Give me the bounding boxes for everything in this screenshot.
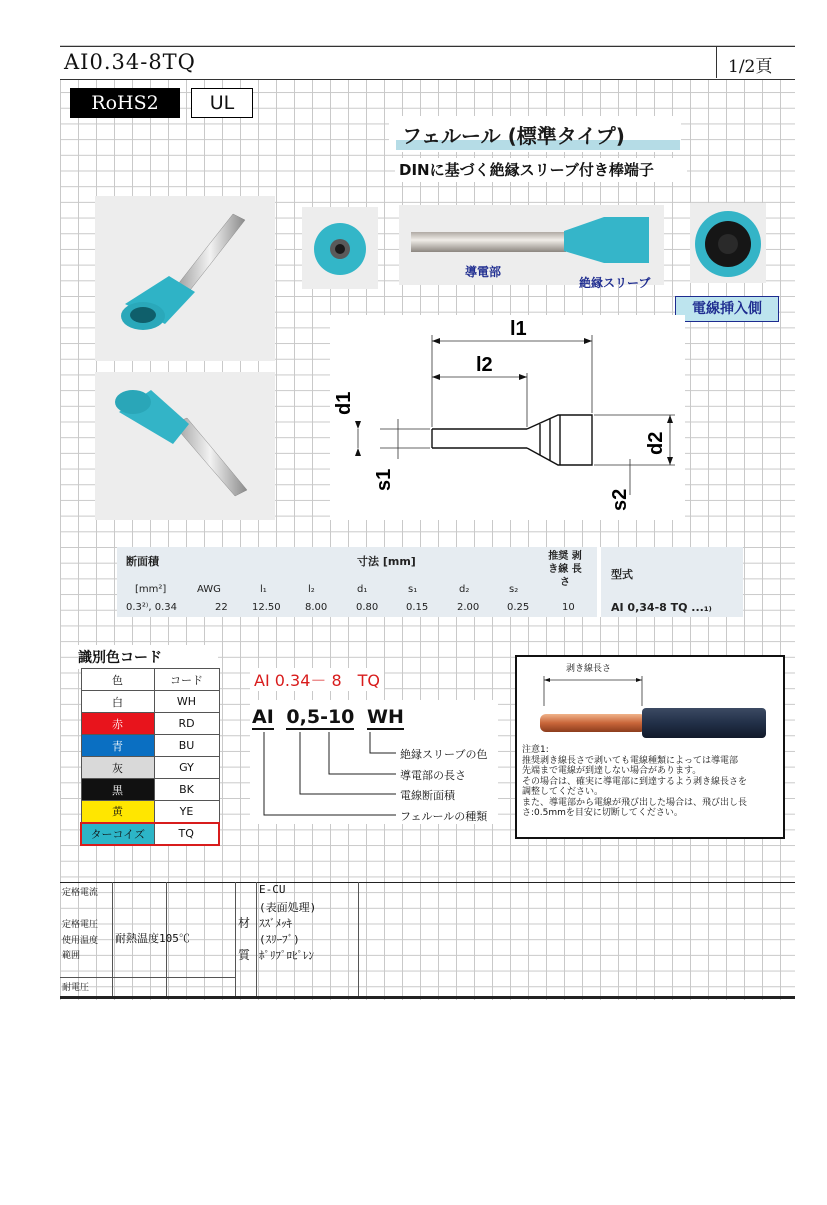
strip-note-line-5: また、導電部から電線が飛び出した場合は、飛び出し長 <box>522 797 748 808</box>
color-code-title: 識別色コード <box>78 645 218 669</box>
dim-d1-label: d1 <box>333 391 355 415</box>
strip-note-line-6: さ:0.5mmを目安に切断してください。 <box>522 808 683 818</box>
property-col-line-1 <box>112 882 113 996</box>
spec-d1-header: d₁ <box>357 584 368 595</box>
wire-insertion-side-label: 電線挿入側 <box>675 296 779 322</box>
spec-header-model: 型式 <box>611 568 633 581</box>
spec-model-value: AI 0,34-8 TQ ...₁₎ <box>611 601 712 614</box>
photo-ferrule-horizontal <box>399 205 664 285</box>
spec-l1-header: l₁ <box>260 584 267 595</box>
property-col-line-3 <box>235 882 236 996</box>
color-code-black: BK <box>154 779 219 801</box>
color-name-yellow: 黄 <box>81 801 154 823</box>
page-title: フェルール (標準タイプ) <box>402 124 625 148</box>
property-row-line <box>60 977 236 978</box>
label-sleeve: 絶縁スリーブ <box>579 276 651 290</box>
spec-header-cross-section: 断面積 <box>126 555 159 568</box>
dim-s2-label: s2 <box>609 488 631 511</box>
photo-ferrule-side-up <box>95 196 275 361</box>
color-code-white: WH <box>154 691 219 713</box>
naming-legend-section: 電線断面積 <box>400 789 455 802</box>
rohs-badge: RoHS2 <box>70 88 180 118</box>
spec-l1-value: 12.50 <box>252 602 281 613</box>
spec-awg-header: AWG <box>197 584 221 595</box>
spec-l2-header: l₂ <box>308 584 315 595</box>
strip-note-title: 注意1: <box>522 745 549 755</box>
photo-ferrule-front <box>302 207 378 289</box>
color-name-gray: 灰 <box>81 757 154 779</box>
spec-d2-value: 2.00 <box>457 602 480 613</box>
spec-d2-header: d₂ <box>459 584 470 595</box>
material-line-2: (表面処理) <box>259 901 317 914</box>
model-code-red: AI 0.34－ 8 TQ <box>250 668 384 691</box>
naming-part-length: -10 <box>320 706 355 728</box>
color-code-table <box>80 668 220 846</box>
spec-l2-value: 8.00 <box>305 602 328 613</box>
spec-header-strip-length: 推奨 剥き線 長さ <box>548 551 582 588</box>
color-col-header: 色 <box>81 669 154 691</box>
header-divider <box>716 46 717 78</box>
label-temp: 使用温度 <box>62 936 99 946</box>
naming-legend-length: 導電部の長さ <box>400 769 466 782</box>
label-conductor: 導電部 <box>465 265 502 279</box>
color-code-red: RD <box>154 713 219 735</box>
naming-part-type: AI <box>252 706 274 728</box>
spec-header-dimensions: 寸法 [mm] <box>357 555 416 568</box>
color-code-gray: GY <box>154 757 219 779</box>
spec-s1-header: s₁ <box>408 584 418 595</box>
strip-note <box>522 745 778 819</box>
property-col-line-5 <box>358 882 359 996</box>
spec-s2-header: s₂ <box>509 584 519 595</box>
property-table-bottom-rule <box>60 996 795 998</box>
material-line-1: E-CU <box>259 883 286 896</box>
material-line-5: ﾎﾟﾘﾌﾟﾛﾋﾟﾚﾝ <box>259 949 314 962</box>
spreadsheet-grid <box>60 45 795 1000</box>
property-col-line-4 <box>256 882 257 996</box>
spec-unit: [mm²] <box>135 584 167 595</box>
photo-ferrule-side-down <box>95 372 275 520</box>
color-name-black: 黒 <box>81 779 154 801</box>
dimension-diagram <box>330 315 685 520</box>
stripped-wire-image <box>530 672 770 744</box>
strip-note-line-1: 推奨剥き線長さで剥いても電線種類によっては導電部 <box>522 755 739 766</box>
spec-cross-section-value: 0.3²⁾, 0.34 <box>126 602 177 613</box>
code-col-header: コード <box>154 669 219 691</box>
color-code-blue: BU <box>154 735 219 757</box>
strip-note-line-4: 調整してください。 <box>522 787 604 797</box>
dim-l2-label: l2 <box>476 354 493 376</box>
material-label-1: 材 <box>238 916 251 930</box>
color-code-turquoise: TQ <box>154 823 219 845</box>
spec-s2-value: 0.25 <box>507 602 530 613</box>
material-line-3: ｽｽﾞﾒｯｷ <box>259 917 292 930</box>
label-rated-current: 定格電流 <box>62 888 99 898</box>
label-rated-voltage: 定格電圧 <box>62 920 99 930</box>
page-number: 1/2頁 <box>728 57 773 77</box>
color-name-turquoise: ターコイズ <box>81 823 154 845</box>
strip-length-label: 剥き線長さ <box>566 664 612 674</box>
strip-note-line-2: 先端まで電線が到達しない場合があります。 <box>522 766 702 776</box>
page-subtitle: DINに基づく絶縁スリーブ付き棒端子 <box>395 158 687 182</box>
naming-leader-lines <box>250 730 400 820</box>
spec-s1-value: 0.15 <box>406 602 429 613</box>
spec-awg-value: 22 <box>215 602 228 613</box>
color-code-yellow: YE <box>154 801 219 823</box>
naming-legend-color: 絶縁スリーブの色 <box>400 748 488 761</box>
dim-d2-label: d2 <box>645 431 667 455</box>
naming-part-section: 0,5 <box>286 706 321 728</box>
spec-strip-value: 10 <box>562 602 575 613</box>
dim-s1-label: s1 <box>373 468 395 491</box>
color-name-blue: 青 <box>81 735 154 757</box>
color-name-white: 白 <box>81 691 154 713</box>
spec-d1-value: 0.80 <box>356 602 379 613</box>
naming-part-color: WH <box>367 706 404 728</box>
naming-legend-type: フェルールの種類 <box>400 810 488 823</box>
color-name-red: 赤 <box>81 713 154 735</box>
label-range: 範囲 <box>62 951 81 961</box>
photo-ferrule-back <box>690 203 766 283</box>
naming-example <box>252 706 404 728</box>
material-line-4: (ｽﾘｰﾌﾞ) <box>259 933 300 946</box>
spec-table-divider <box>597 547 601 617</box>
part-number: AI0.34-8TQ <box>64 50 196 74</box>
ul-badge: UL <box>191 88 253 118</box>
material-label-2: 質 <box>238 948 251 962</box>
temp-value: 耐熱温度105℃ <box>115 932 190 945</box>
strip-note-line-3: その場合は、確実に導電部に到達するよう剥き線長さを <box>522 776 748 787</box>
label-withstand-voltage: 耐電圧 <box>62 983 90 993</box>
dim-l1-label: l1 <box>510 318 527 340</box>
